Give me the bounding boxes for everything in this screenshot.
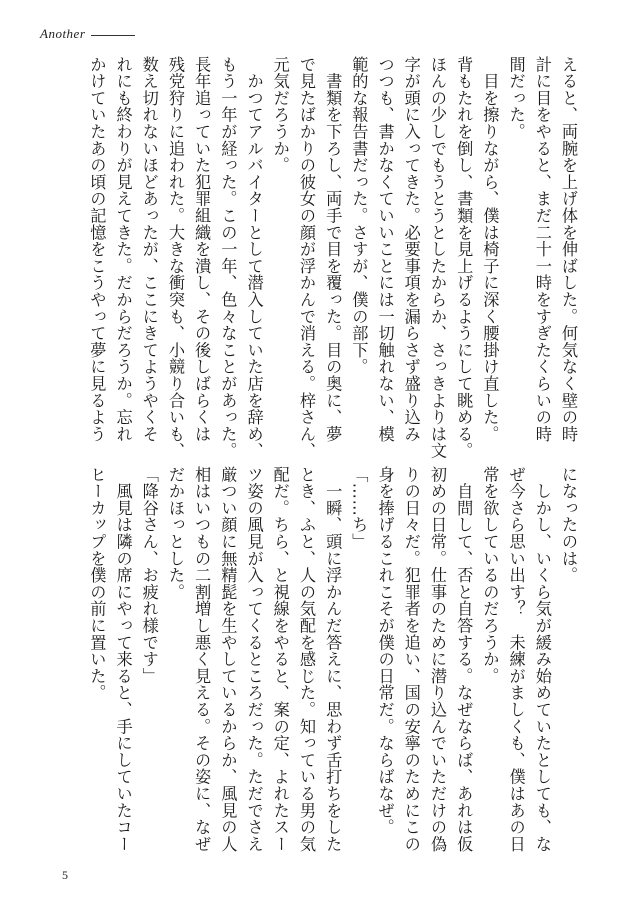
text-line: になったのは。 (559, 466, 578, 584)
text-line: 残党狩りに追われた。大きな衝突も、小競り合いも、 (165, 56, 185, 460)
text-line: ヒーカップを僕の前に置いた。 (87, 466, 107, 702)
text-line: 配だ。ちら、と視線をやると、案の定、よれたスー (270, 466, 290, 853)
text-line: 風見は隣の席にやって来ると、手にしていたコー (113, 466, 133, 853)
running-header-rule (91, 35, 135, 36)
text-line: もう一年が経った。この一年、色々なことがあった。 (218, 56, 238, 460)
text-line: 範的な報告書だった。さすが、僕の部下。 (349, 56, 369, 376)
text-line: 「降谷さん、お疲れ様です」 (139, 466, 159, 685)
text-line: 目を擦りながら、僕は椅子に深く腰掛け直した。 (480, 56, 500, 443)
running-header (40, 26, 135, 42)
text-line: 元気だろうか。 (270, 56, 290, 174)
text-line: 常を欲しているのだろうか。 (480, 466, 500, 685)
upper-text-block (83, 56, 581, 460)
text-line: 間だった。 (506, 56, 526, 140)
text-line: 書類を下ろし、両手で目を覆った。目の奥に、夢 (323, 56, 343, 443)
text-line: で見たばかりの彼女の顔が浮かんで消える。梓さん、 (296, 56, 316, 460)
text-line: 計に目をやると、まだ二十一時をすぎたくらいの時 (532, 56, 552, 443)
lower-text-block (83, 466, 581, 856)
text-line: かつてアルバイターとして潜入していた店を辞め、 (244, 56, 264, 460)
text-line: ぜ今さら思い出す？ 未練がましくも、僕はあの日 (506, 466, 526, 853)
text-line: 「……ち」 (349, 466, 369, 550)
text-line: 背もたれを倒し、書類を見上げるようにして眺める。 (454, 56, 474, 460)
text-line: 相はいつもの二割増し悪く見える。その姿に、なぜ (192, 466, 212, 853)
text-line: 身を捧げるこれこそが僕の日常だ。ならばなぜ。 (375, 466, 395, 836)
text-line: りの日々だ。犯罪者を追い、国の安寧のためにこの (401, 466, 421, 853)
text-line: 自問して、否と自答する。なぜならば、あれは仮 (454, 466, 474, 853)
text-line: えると、両腕を上げ体を伸ばした。何気なく壁の時 (559, 56, 578, 443)
text-line: つつも、書かなくていいことには一切触れない、模 (375, 56, 395, 443)
text-line: かけていたあの頃の記憶をこうやって夢に見るよう (87, 56, 107, 443)
page-number: 5 (62, 868, 68, 882)
text-line: ツ姿の風見が入ってくるところだった。ただでさえ (244, 466, 264, 853)
text-line: 初めの日常。仕事のために潜り込んでいただけの偽 (427, 466, 447, 853)
text-line: 字が頭に入ってきた。必要事項を漏らさず盛り込み (401, 56, 421, 443)
text-line: 長年追っていた犯罪組織を潰し、その後しばらくは (192, 56, 212, 443)
text-line: とき、ふと、人の気配を感じた。知っている男の気 (296, 466, 316, 853)
text-line: ほんの少しでもうとうとしたからか、さっきよりは文 (427, 56, 447, 460)
text-line: だかほっとした。 (165, 466, 185, 601)
text-line: 厳つい顔に無精髭を生やしているからか、風見の人 (218, 466, 238, 853)
text-line: しかし、いくら気が緩み始めていたとしても、な (532, 466, 552, 853)
text-line: 数え切れないほどあったが、ここにきてようやくそ (139, 56, 159, 443)
text-line: れにも終わりが見えてきた。だからだろうか。忘れ (113, 56, 133, 443)
text-line: 一瞬、頭に浮かんだ答えに、思わず舌打ちをした (323, 466, 343, 853)
running-header-title: Another (40, 26, 86, 41)
